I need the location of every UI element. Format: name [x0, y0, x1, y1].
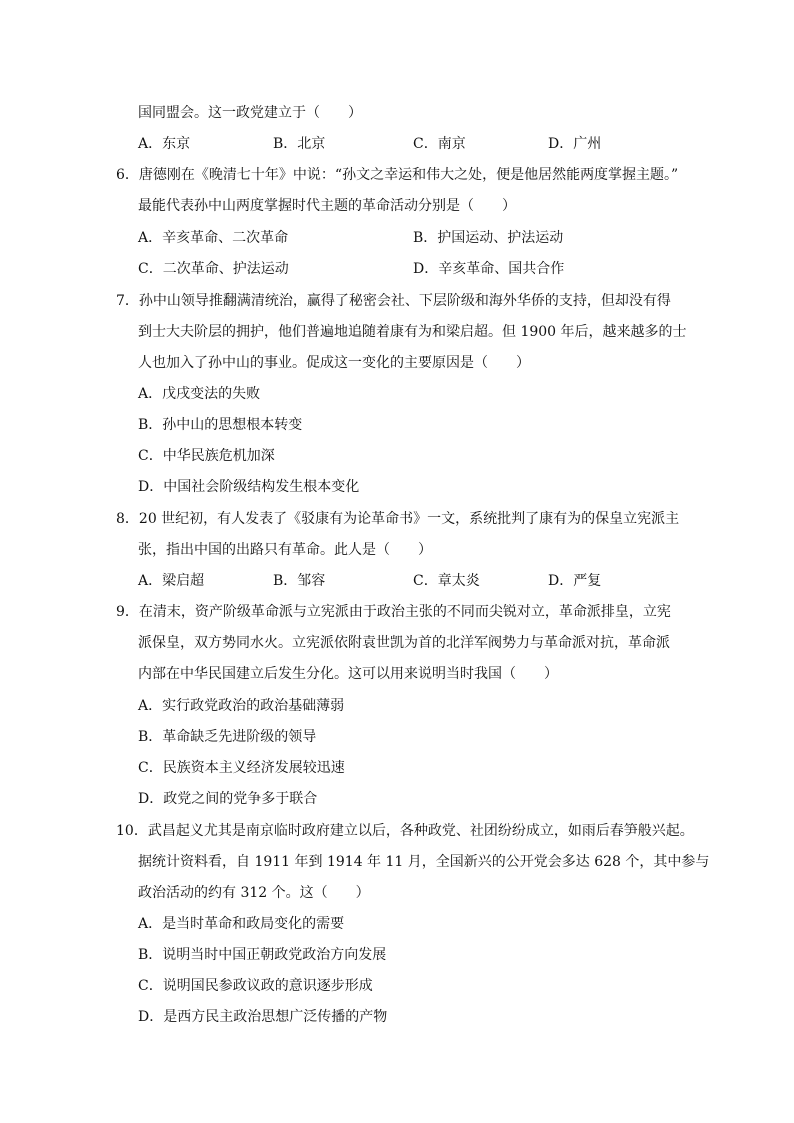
- option-d: D．中国社会阶级结构发生根本变化: [138, 479, 360, 495]
- option-c: C．说明国民参政议政的意识逐步形成: [138, 978, 373, 994]
- question-10-stem: 10．武昌起义尤其是南京临时政府建立以后，各种政党、社团纷纷成立，如雨后春笋般兴起。: [116, 823, 694, 839]
- option-d: D．是西方民主政治思想广泛传播的产物: [138, 1009, 388, 1025]
- option-b: B．孙中山的思想根本转变: [138, 417, 303, 433]
- question-7-stem: 到士大夫阶层的拥护，他们普遍地追随着康有为和梁启超。但 1900 年后，越来越多的士: [138, 324, 687, 340]
- option-d: D．政党之间的党争多于联合: [138, 791, 318, 807]
- question-8-stem: 张，指出中国的出路只有革命。此人是（ ）: [138, 542, 432, 558]
- question-8-stem: 8．20 世纪初，有人发表了《驳康有为论革命书》一文，系统批判了康有为的保皇立宪派主: [116, 511, 680, 527]
- option-c: C．南京: [413, 136, 466, 152]
- option-c: C．二次革命、护法运动: [138, 261, 289, 277]
- option-b: B．革命缺乏先进阶级的领导: [138, 729, 317, 745]
- question-10-stem: 政治活动的约有 312 个。这（ ）: [138, 885, 370, 901]
- option-a: A．戊戌变法的失败: [138, 386, 261, 402]
- option-d: D．严复: [548, 573, 602, 589]
- question-7-stem: 人也加入了孙中山的事业。促成这一变化的主要原因是（ ）: [138, 355, 530, 371]
- option-a: A．梁启超: [138, 573, 205, 589]
- option-c: C．中华民族危机加深: [138, 448, 275, 464]
- question-5-stem: 国同盟会。这一政党建立于（ ）: [138, 105, 362, 121]
- option-b: B．护国运动、护法运动: [413, 230, 564, 246]
- option-a: A．东京: [138, 136, 191, 152]
- question-9-stem: 9．在清末，资产阶级革命派与立宪派由于政治主张的不同而尖锐对立，革命派排皇，立宪: [116, 604, 671, 620]
- option-b: B．邹容: [273, 573, 326, 589]
- question-6-stem: 最能代表孙中山两度掌握时代主题的革命活动分别是（ ）: [138, 198, 516, 214]
- option-a: A．是当时革命和政局变化的需要: [138, 916, 345, 932]
- option-c: C．章太炎: [413, 573, 480, 589]
- option-a: A．辛亥革命、二次革命: [138, 230, 289, 246]
- question-10-stem: 据统计资料看，自 1911 年到 1914 年 11 月，全国新兴的公开党会多达 628 个，其中参与: [138, 854, 710, 870]
- question-6-stem: 6．唐德刚在《晚清七十年》中说：“孙文之幸运和伟大之处，便是他居然能两度掌握主题。”: [116, 167, 679, 183]
- option-d: D．广州: [548, 136, 602, 152]
- option-c: C．民族资本主义经济发展较迅速: [138, 760, 345, 776]
- option-b: B．北京: [273, 136, 326, 152]
- question-9-stem: 内部在中华民国建立后发生分化。这可以用来说明当时我国（ ）: [138, 666, 558, 682]
- option-a: A．实行政党政治的政治基础薄弱: [138, 698, 345, 714]
- option-b: B．说明当时中国正朝政党政治方向发展: [138, 947, 387, 963]
- question-7-stem: 7．孙中山领导推翻满清统治，赢得了秘密会社、下层阶级和海外华侨的支持，但却没有得: [116, 293, 671, 309]
- option-d: D．辛亥革命、国共合作: [413, 261, 565, 277]
- question-9-stem: 派保皇，双方势同水火。立宪派依附袁世凯为首的北洋军阀势力与革命派对抗，革命派: [138, 635, 670, 651]
